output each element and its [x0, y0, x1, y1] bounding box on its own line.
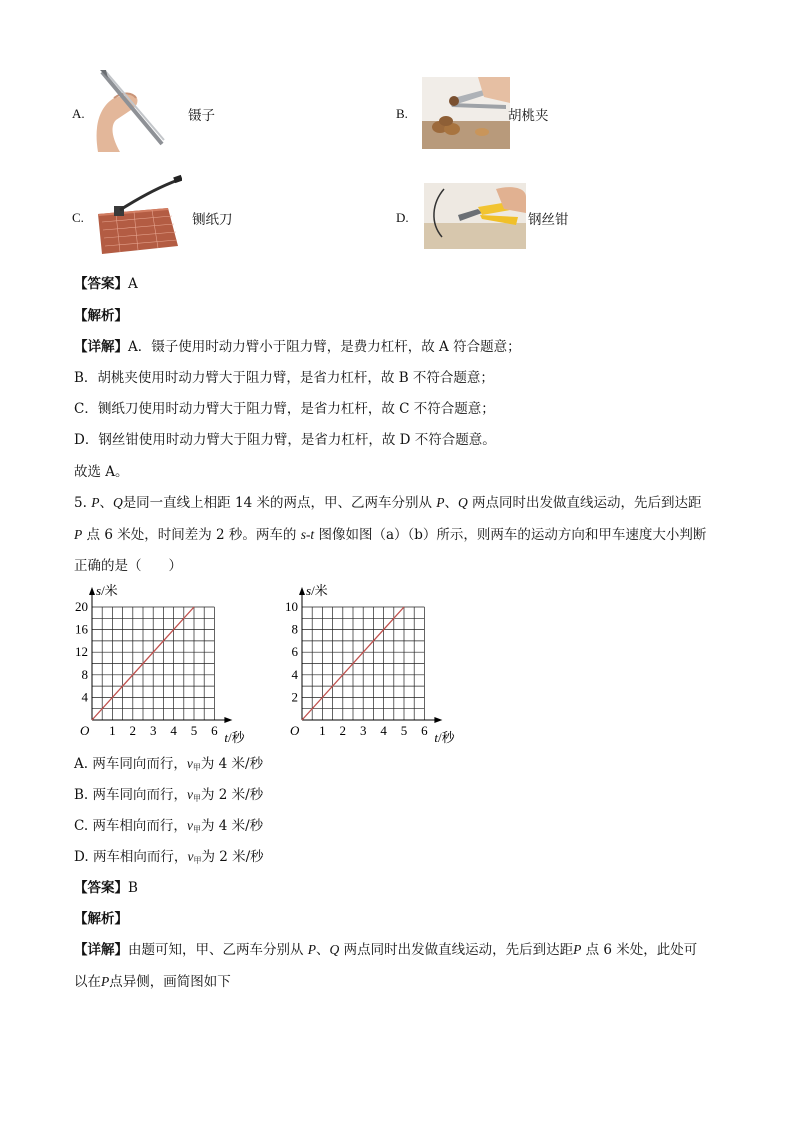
origin-label: O — [80, 723, 90, 738]
stem-text: 图像如图（a）（b）所示，则两车的运动方向和甲车速度大小判断 — [318, 527, 707, 543]
q4-answer-line — [74, 275, 138, 293]
option-a-label: 镊子 — [188, 108, 215, 124]
choice-a — [74, 755, 263, 777]
point-q: Q — [112, 495, 123, 510]
x-axis-label — [434, 730, 455, 745]
nutcracker-icon — [422, 77, 510, 149]
x-tick-label: 5 — [190, 723, 198, 738]
q5-stem-line-1 — [74, 494, 702, 512]
stem-text: 、 — [99, 495, 113, 511]
y-axis-arrow — [299, 587, 305, 595]
point-q: Q — [458, 495, 468, 510]
y-axis-label-unit: /米 — [101, 583, 118, 598]
y-tick-label: 8 — [291, 621, 298, 637]
detail-text: 点 6 米处，此处可 — [585, 942, 698, 958]
option-b-label: 胡桃夹 — [508, 108, 549, 124]
choice-text: 为 2 米/秒 — [201, 849, 264, 865]
detail-text: 点异侧，画简图如下 — [109, 974, 231, 990]
x-axis-label-unit: /秒 — [438, 730, 455, 745]
x-axis-label-unit: /秒 — [228, 730, 245, 745]
choice-letter: B. — [74, 787, 89, 803]
q4-conclusion: 故选 A。 — [74, 464, 129, 480]
detail-text: 两点同时出发做直线运动，先后到达距 — [343, 942, 574, 958]
option-c-label: 铡纸刀 — [192, 212, 233, 228]
x-tick-label: 6 — [421, 723, 428, 738]
analysis-tag: 【解析】 — [74, 911, 128, 927]
x-axis-label-symbol: t — [224, 730, 229, 745]
choice-text: 两车相向而行， — [92, 818, 187, 834]
y-tick-label: 10 — [285, 599, 298, 614]
x-axis-label — [224, 730, 245, 745]
detail-tag: 【详解】 — [74, 942, 128, 958]
q5-detail-line-2 — [74, 973, 231, 991]
x-axis-arrow — [434, 717, 442, 723]
choice-d — [74, 848, 264, 870]
y-axis-label-unit: /米 — [311, 583, 328, 598]
q5-stem-line-3: 正确的是（ ） — [74, 558, 182, 574]
y-axis-label-symbol: s — [96, 583, 102, 598]
q4-analysis-line — [74, 307, 128, 325]
velocity-subscript: 甲 — [193, 856, 202, 865]
choice-text: 为 4 米/秒 — [200, 756, 264, 772]
point-p: P — [573, 942, 582, 957]
x-axis-label-symbol: t — [434, 730, 439, 745]
choice-text: 为 4 米/秒 — [200, 818, 264, 834]
origin-label: O — [290, 723, 300, 738]
q4-detail-line-4: D．钢丝钳使用时动力臂大于阻力臂，是省力杠杆，故 D 不符合题意。 — [74, 432, 496, 448]
choice-text: 两车同向而行， — [92, 756, 187, 772]
velocity-subscript: 甲 — [192, 763, 201, 772]
point-p: P — [74, 527, 83, 542]
option-c-letter: C. — [72, 210, 84, 225]
stem-text: 是同一直线上相距 14 米的两点，甲、乙两车分别从 — [122, 495, 432, 511]
velocity-subscript: 甲 — [192, 825, 201, 834]
detail-text: 、 — [316, 942, 330, 958]
x-tick-label: 1 — [109, 723, 116, 738]
point-p: P — [436, 495, 445, 510]
stem-text: 、 — [444, 495, 458, 511]
q4-detail-line-3: C．铡纸刀使用时动力臂大于阻力臂，是省力杠杆，故 C 不符合题意； — [74, 401, 495, 417]
velocity-symbol: v — [187, 787, 194, 802]
detail-text: 以在 — [74, 974, 101, 990]
point-p: P — [307, 942, 317, 957]
point-q: Q — [329, 942, 340, 957]
y-axis-label-symbol: s — [306, 583, 312, 598]
y-tick-label: 4 — [81, 689, 88, 705]
x-axis-arrow — [224, 717, 232, 723]
choice-letter: D. — [74, 849, 89, 865]
y-axis-label — [96, 583, 118, 598]
y-tick-label: 2 — [291, 689, 298, 705]
y-axis-arrow — [89, 587, 95, 595]
option-b-letter: B. — [396, 106, 408, 121]
answer-tag: 【答案】 — [74, 276, 128, 292]
choice-letter: C. — [74, 818, 89, 834]
x-tick-label: 4 — [380, 723, 387, 738]
question-number: 5. — [74, 495, 87, 511]
wire-pliers-icon — [424, 183, 526, 249]
velocity-symbol: v — [187, 849, 194, 864]
x-tick-label: 6 — [211, 723, 218, 738]
velocity-subscript: 甲 — [193, 794, 202, 803]
answer-tag: 【答案】 — [74, 880, 128, 896]
analysis-tag: 【解析】 — [74, 308, 128, 324]
x-tick-label: 1 — [319, 723, 326, 738]
paper-cutter-icon — [92, 174, 182, 258]
stem-text: 点 6 米处，时间差为 2 秒。两车的 — [86, 527, 297, 543]
y-tick-label: 20 — [75, 599, 88, 614]
y-axis-label — [306, 583, 328, 598]
answer-value: A — [128, 276, 138, 292]
detail-text: 由题可知，甲、乙两车分别从 — [128, 942, 304, 958]
point-p: P — [91, 495, 100, 510]
velocity-symbol: v — [186, 818, 193, 833]
choice-c — [74, 817, 263, 839]
x-tick-label: 5 — [400, 723, 408, 738]
tweezers-icon — [92, 68, 168, 152]
choice-text: 为 2 米/秒 — [201, 787, 264, 803]
choice-text: 两车同向而行， — [92, 787, 188, 803]
chart-b — [284, 580, 464, 750]
choice-b — [74, 786, 263, 808]
q4-detail-line-1 — [74, 338, 521, 356]
chart-a — [74, 580, 254, 750]
q5-answer-line — [74, 879, 138, 897]
velocity-symbol: v — [186, 756, 193, 771]
x-tick-label: 2 — [339, 723, 347, 738]
answer-value: B — [128, 880, 138, 896]
q5-detail-line-1 — [74, 941, 697, 959]
q5-stem-line-2 — [74, 526, 706, 544]
y-tick-label: 6 — [291, 644, 298, 660]
x-tick-label: 3 — [359, 723, 367, 738]
option-a-letter: A. — [72, 106, 85, 121]
detail-tag: 【详解】 — [74, 339, 128, 355]
y-tick-label: 4 — [291, 666, 298, 682]
point-p: P — [101, 974, 110, 989]
choice-text: 两车相向而行， — [92, 849, 188, 865]
stem-text: 两点同时出发做直线运动，先后到达距 — [472, 495, 702, 511]
q5-analysis-line — [74, 910, 128, 928]
y-tick-label: 12 — [75, 644, 88, 660]
y-tick-label: 8 — [81, 666, 88, 682]
option-d-label: 钢丝钳 — [528, 212, 569, 228]
x-tick-label: 4 — [170, 723, 177, 738]
y-tick-label: 16 — [75, 621, 88, 637]
x-tick-label: 2 — [129, 723, 137, 738]
x-tick-label: 3 — [149, 723, 157, 738]
choice-letter: A. — [74, 756, 89, 772]
q4-detail-line-2: B．胡桃夹使用时动力臂大于阻力臂，是省力杠杆，故 B 不符合题意； — [74, 370, 494, 386]
option-d-letter: D. — [396, 210, 409, 225]
s-t-label: s-t — [300, 527, 315, 542]
detail-text: A．镊子使用时动力臂小于阻力臂，是费力杠杆，故 A 符合题意； — [128, 339, 521, 355]
